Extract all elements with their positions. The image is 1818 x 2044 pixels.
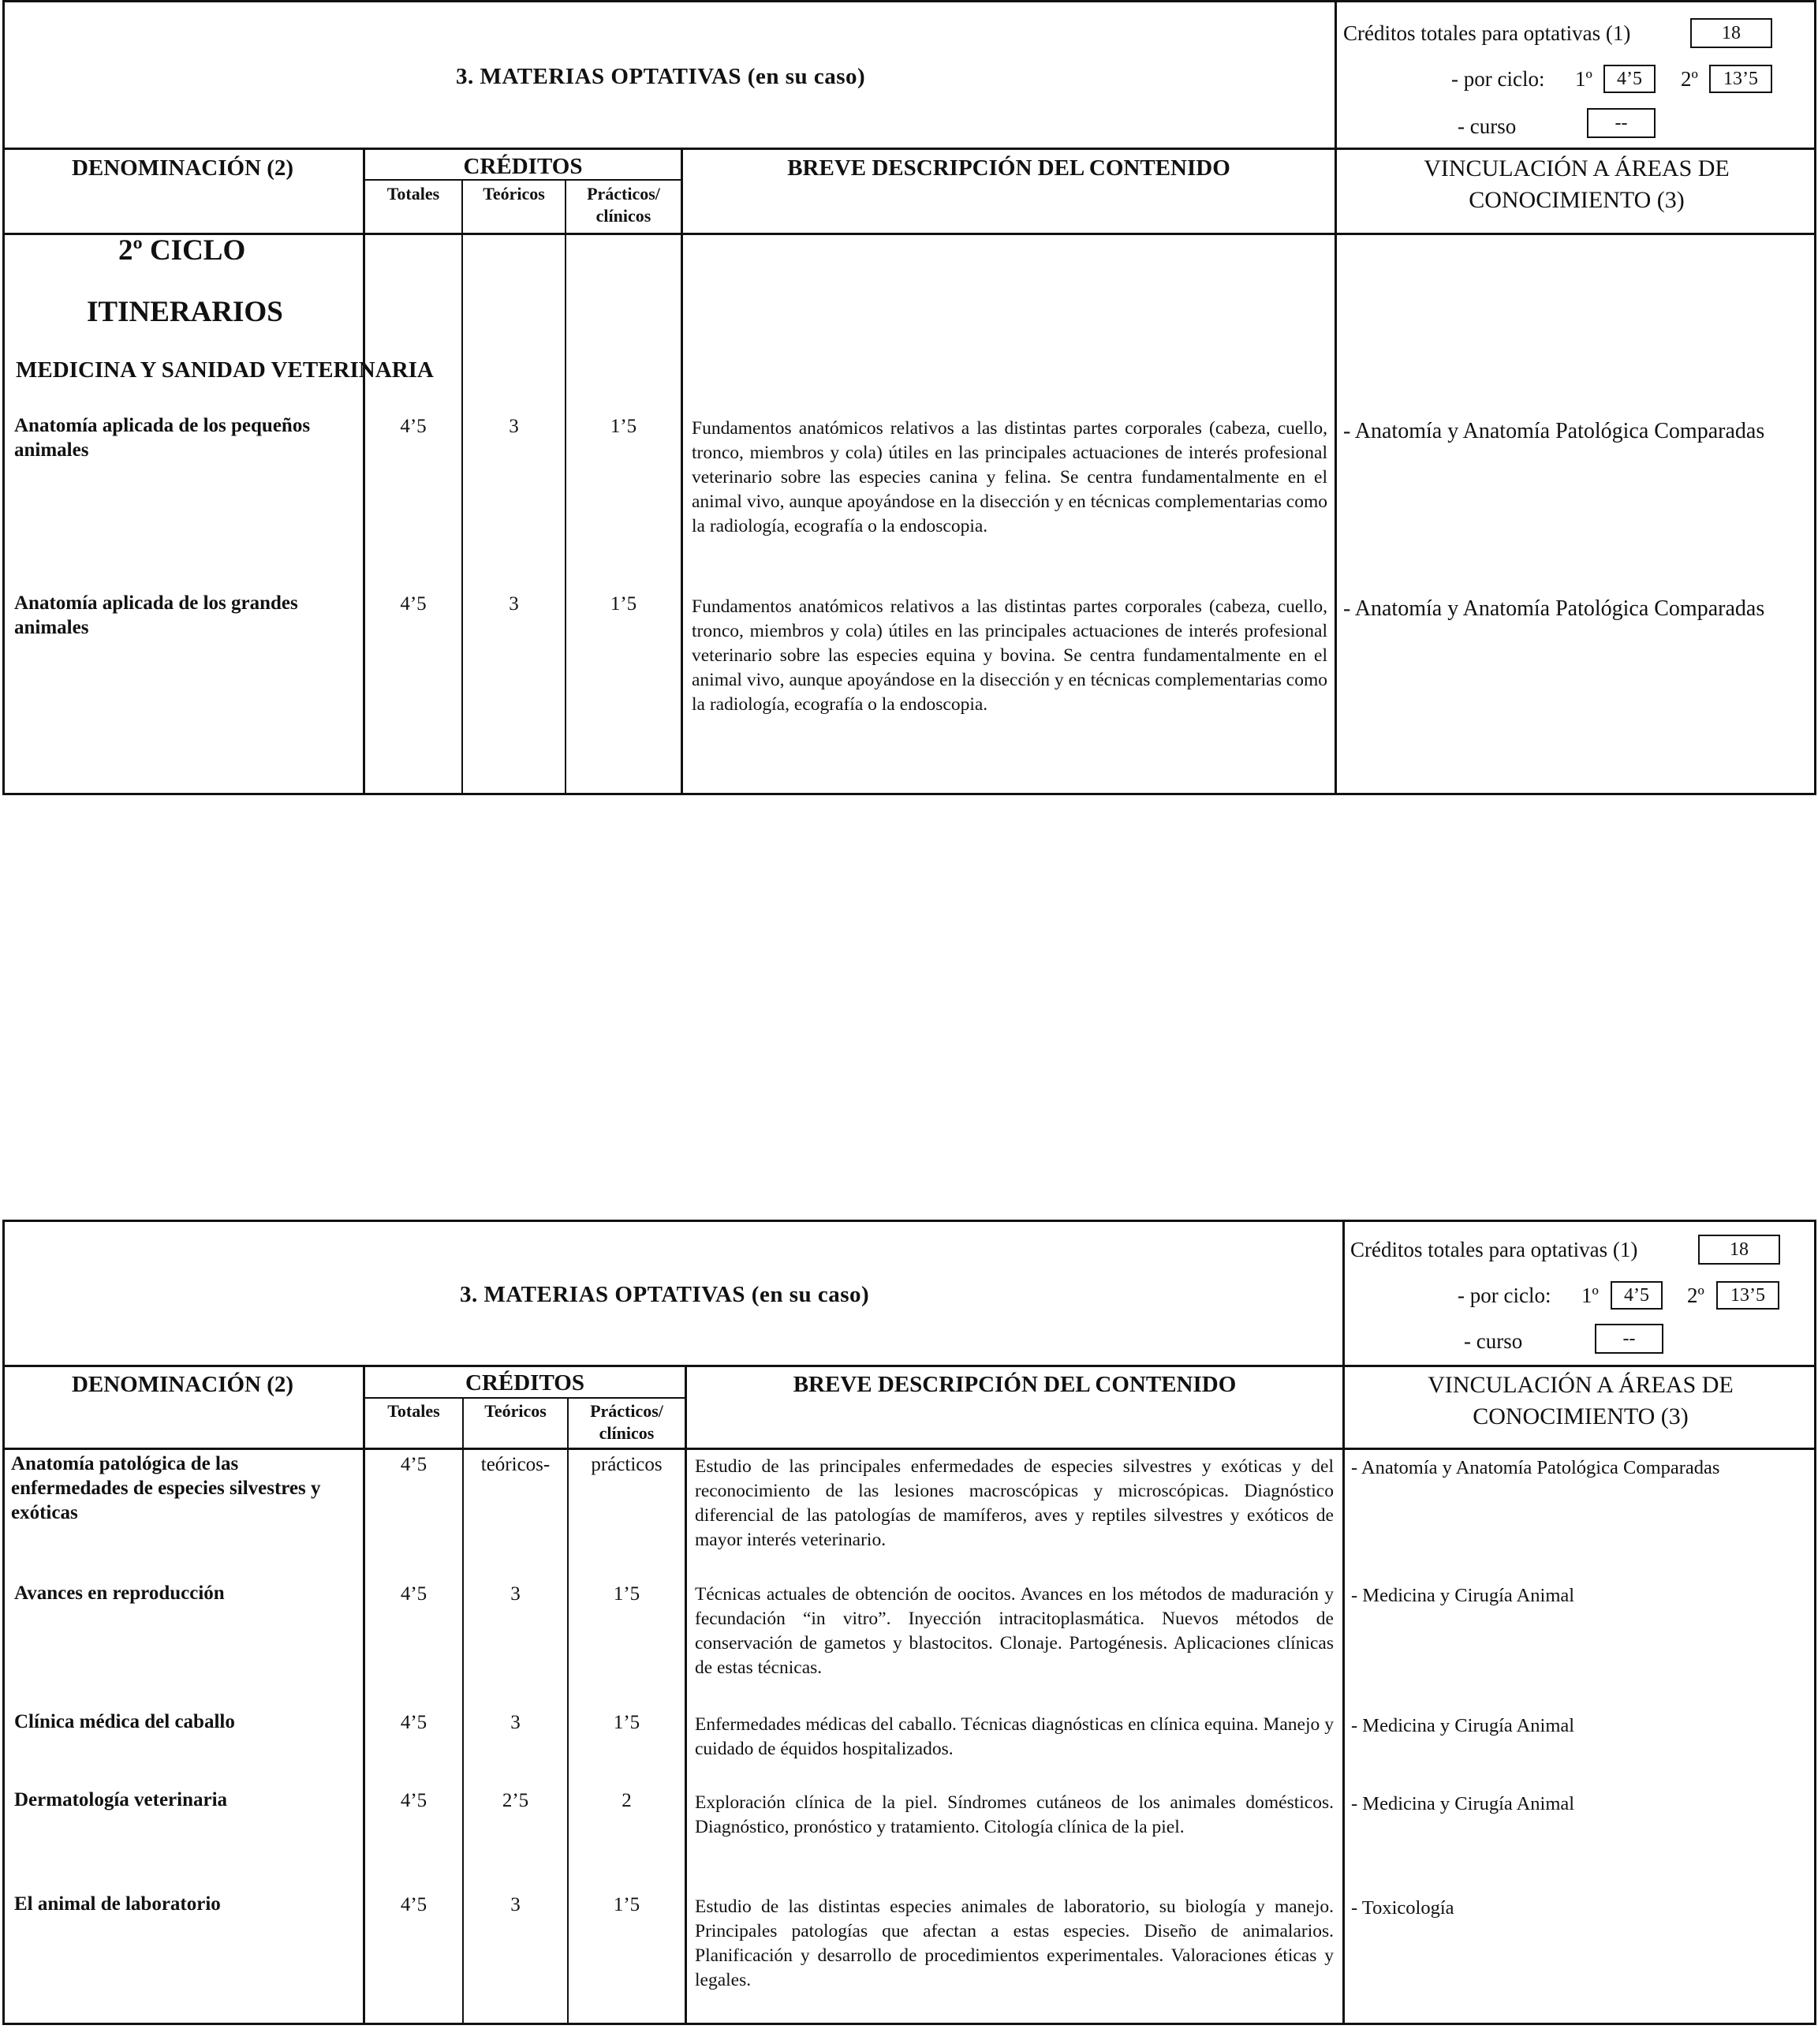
- ciclo1-value: 4’5: [1611, 1281, 1663, 1310]
- section-ciclo: 2º CICLO: [118, 234, 246, 267]
- col-denominacion: DENOMINACIÓN (2): [71, 155, 294, 181]
- ciclo2-label: 2º: [1681, 67, 1698, 91]
- row-totales: 4’5: [400, 593, 427, 615]
- row-practicos: 1’5: [610, 593, 637, 615]
- row-teoricos: 3: [509, 416, 519, 437]
- row-practicos: 1’5: [613, 1712, 640, 1733]
- row-practicos: 1’5: [613, 1583, 640, 1605]
- creditos-label: Créditos totales para optativas (1): [1343, 21, 1631, 45]
- row-area: - Medicina y Cirugía Animal: [1351, 1585, 1575, 1606]
- divider: [2, 1448, 1816, 1450]
- ciclo1-label: 1º: [1575, 67, 1592, 91]
- divider: [2, 233, 1816, 235]
- ciclo2-value: 13’5: [1716, 1281, 1779, 1310]
- col-creditos: CRÉDITOS: [465, 1370, 584, 1396]
- row-name: Avances en reproducción: [14, 1583, 225, 1604]
- row-name: Dermatología veterinaria: [14, 1789, 228, 1810]
- col-teoricos: Teóricos: [483, 184, 545, 204]
- row-descripcion: Fundamentos anatómicos relativos a las distintas partes corporales (cabeza, cuello, tronco, miembros y cola) útiles en las principales actuaciones de interés profesional veterinario sobre las especies canina y felina. Se centra fundamentalmente en el animal vivo, aunque apoyándose en la disección y en técnicas complementarias como la radiología, ecografía o la endoscopia.: [692, 418, 1327, 536]
- row-name: Anatomía patológica de las enfermedades de especies silvestres y exóticas: [11, 1453, 321, 1523]
- col-totales: Totales: [386, 184, 440, 204]
- row-teoricos: 3: [510, 1894, 521, 1915]
- section-itinerario: MEDICINA Y SANIDAD VETERINARIA: [16, 357, 434, 383]
- curso-label: - curso: [1464, 1329, 1523, 1353]
- row-totales: 4’5: [400, 1454, 427, 1475]
- row-descripcion: Enfermedades médicas del caballo. Técnicas diagnósticas en clínica equina. Manejo y cuidado de équidos hospitalizados.: [695, 1714, 1334, 1759]
- row-area: - Medicina y Cirugía Animal: [1351, 1793, 1575, 1814]
- row-teoricos: 3: [510, 1583, 521, 1605]
- row-totales: 4’5: [400, 416, 427, 437]
- row-area: - Anatomía y Anatomía Patológica Comparadas: [1343, 419, 1765, 443]
- col-vinculacion: VINCULACIÓN A ÁREAS DE CONOCIMIENTO (3): [1428, 1372, 1734, 1429]
- divider: [681, 150, 683, 795]
- creditos-value: 18: [1698, 1235, 1780, 1265]
- creditos-label: Créditos totales para optativas (1): [1350, 1238, 1638, 1261]
- curso-label: - curso: [1458, 114, 1517, 138]
- row-name: Anatomía aplicada de los pequeños animales: [14, 415, 311, 461]
- row-descripcion: Exploración clínica de la piel. Síndromes cutáneos de los animales domésticos. Diagnóstico, pronóstico y tratamiento. Citología clínica de la piel.: [695, 1792, 1334, 1837]
- row-totales: 4’5: [400, 1712, 427, 1733]
- row-practicos: prácticos: [591, 1454, 663, 1475]
- col-teoricos: Teóricos: [484, 1401, 547, 1421]
- ciclo2-value: 13’5: [1709, 65, 1772, 93]
- col-vinculacion: VINCULACIÓN A ÁREAS DE CONOCIMIENTO (3): [1424, 155, 1730, 213]
- col-practicos: Prácticos/ clínicos: [590, 1401, 663, 1443]
- row-area: - Anatomía y Anatomía Patológica Comparadas: [1343, 596, 1765, 621]
- row-name: Clínica médica del caballo: [14, 1711, 235, 1732]
- divider: [1342, 1220, 1345, 2025]
- section-itinerarios: ITINERARIOS: [87, 296, 283, 328]
- row-totales: 4’5: [400, 1894, 427, 1915]
- por-ciclo-label: - por ciclo:: [1451, 67, 1545, 91]
- divider: [1335, 0, 1337, 795]
- row-teoricos: teóricos-: [480, 1454, 551, 1475]
- row-descripcion: Fundamentos anatómicos relativos a las distintas partes corporales (cabeza, cuello, tronco, miembros y cola) útiles en las principales actuaciones de interés profesional veterinario sobre las especies equina y bovina. Se centra fundamentalmente en el animal vivo, aunque apoyándose en la disección y en técnicas complementarias como la radiología, ecografía o la endoscopia.: [692, 596, 1327, 715]
- curso-value: --: [1587, 108, 1656, 138]
- row-area: - Medicina y Cirugía Animal: [1351, 1715, 1575, 1736]
- row-area: - Anatomía y Anatomía Patológica Comparadas: [1351, 1457, 1720, 1478]
- row-practicos: 1’5: [610, 416, 637, 437]
- divider: [363, 1397, 685, 1399]
- row-name: Anatomía aplicada de los grandes animales: [14, 592, 298, 638]
- divider: [2, 1365, 1816, 1367]
- ciclo1-value: 4’5: [1603, 65, 1656, 93]
- ciclo1-label: 1º: [1581, 1284, 1599, 1307]
- col-descripcion: BREVE DESCRIPCIÓN DEL CONTENIDO: [787, 155, 1230, 181]
- row-totales: 4’5: [400, 1583, 427, 1605]
- row-teoricos: 3: [510, 1712, 521, 1733]
- creditos-value: 18: [1690, 18, 1772, 48]
- row-teoricos: 2’5: [502, 1790, 529, 1811]
- row-descripcion: Estudio de las principales enfermedades de especies silvestres y exóticas y del reconocimiento de las lesiones macroscópicas y microscópicas. Diagnóstico diferencial de las patologías de mamíferos, aves y reptiles silvestres y exóticos de mayor interés veterinario.: [695, 1456, 1334, 1550]
- row-totales: 4’5: [400, 1790, 427, 1811]
- page-title: 3. MATERIAS OPTATIVAS (en su caso): [456, 64, 866, 89]
- divider: [2, 148, 1816, 150]
- ciclo2-label: 2º: [1687, 1284, 1704, 1307]
- row-descripcion: Técnicas actuales de obtención de oocitos. Avances en los métodos de maduración y fecundación “in vitro”. Inyección intracitoplasmática. Nuevos métodos de conservación de gametos y blastocitos. Clonaje. Partogénesis. Aplicaciones clínicas de estas técnicas.: [695, 1584, 1334, 1678]
- col-totales: Totales: [387, 1401, 440, 1421]
- row-practicos: 1’5: [613, 1894, 640, 1915]
- row-name: El animal de laboratorio: [14, 1893, 221, 1915]
- page-title: 3. MATERIAS OPTATIVAS (en su caso): [460, 1282, 870, 1307]
- divider: [685, 1367, 687, 2025]
- row-area: - Toxicología: [1351, 1897, 1454, 1919]
- row-descripcion: Estudio de las distintas especies animales de laboratorio, su biología y manejo. Principales patologías que afectan a estas especies. Diseño de animalarios. Planificación y desarrollo de procedimientos experimentales. Valoraciones éticas y legales.: [695, 1896, 1334, 1990]
- divider: [461, 179, 463, 795]
- divider: [565, 179, 566, 795]
- por-ciclo-label: - por ciclo:: [1458, 1284, 1551, 1307]
- curso-value: --: [1595, 1324, 1663, 1354]
- row-teoricos: 3: [509, 593, 519, 615]
- row-practicos: 2: [622, 1790, 632, 1811]
- col-descripcion: BREVE DESCRIPCIÓN DEL CONTENIDO: [793, 1372, 1237, 1397]
- col-practicos: Prácticos/ clínicos: [587, 184, 660, 226]
- col-creditos: CRÉDITOS: [463, 154, 583, 179]
- col-denominacion: DENOMINACIÓN (2): [71, 1372, 294, 1397]
- divider: [363, 150, 365, 795]
